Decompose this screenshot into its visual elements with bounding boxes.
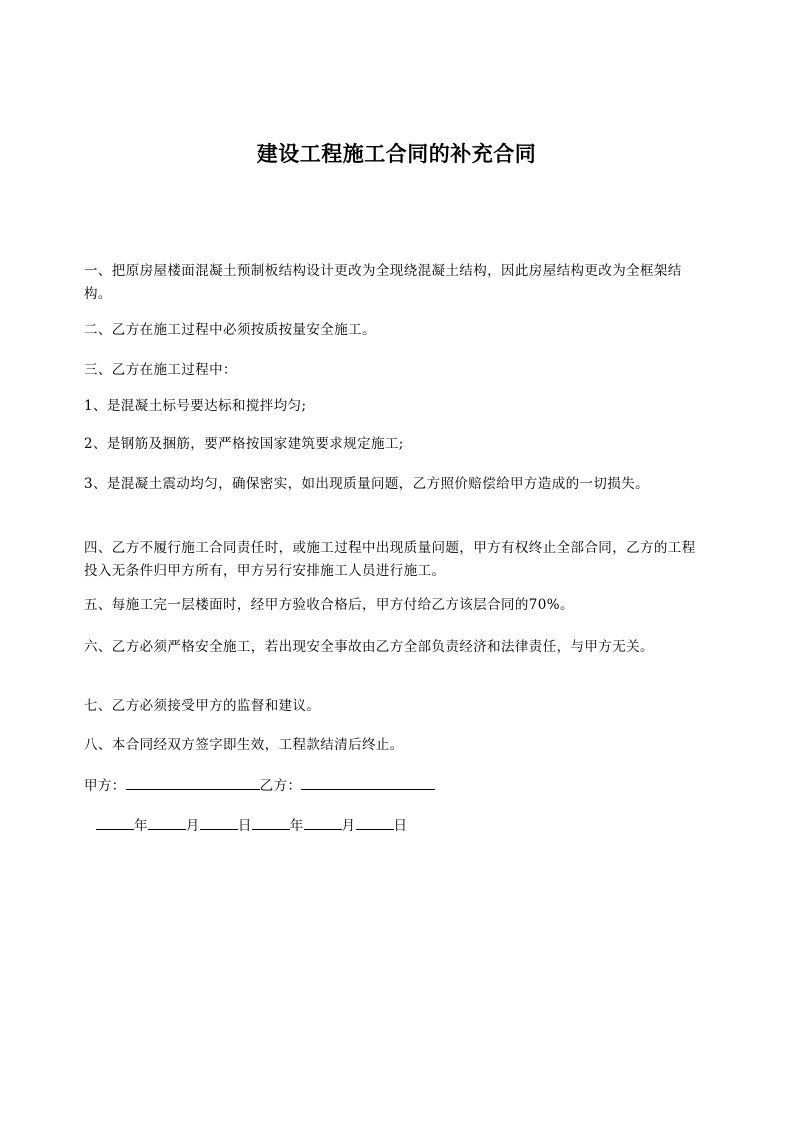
month-blank-1 xyxy=(148,815,186,830)
party-b-label: 乙方： xyxy=(259,778,302,794)
day-label-2: 日 xyxy=(393,818,408,834)
day-blank-2 xyxy=(356,815,394,830)
clause-8: 八、本合同经双方签字即生效，工程款结清后终止。 xyxy=(84,737,404,753)
day-label-1: 日 xyxy=(237,818,252,834)
year-blank-2 xyxy=(252,815,290,830)
date-line xyxy=(84,815,407,838)
party-a-signature-blank xyxy=(126,775,260,790)
year-label-1: 年 xyxy=(134,818,148,834)
party-b-signature-blank xyxy=(301,775,435,790)
year-label-2: 年 xyxy=(289,818,304,834)
clause-7: 七、乙方必须接受甲方的监督和建议。 xyxy=(84,698,321,714)
clause-6: 六、乙方必须严格安全施工，若出现安全事故由乙方全部负责经济和法律责任，与甲方无关。 xyxy=(84,639,654,655)
day-blank-1 xyxy=(200,815,238,830)
month-label-1: 月 xyxy=(185,818,200,834)
clause-3-item-3: 3、是混凝土震动均匀，确保密实，如出现质量问题，乙方照价赔偿给甲方造成的一切损失。 xyxy=(84,476,649,492)
clause-1: 一、把原房屋楼面混凝土预制板结构设计更改为全现绕混凝土结构，因此房屋结构更改为全框架结构。 xyxy=(84,263,682,302)
clause-3: 三、乙方在施工过程中： xyxy=(84,362,237,378)
clause-4: 四、乙方不履行施工合同责任时，或施工过程中出现质量问题，甲方有权终止全部合同，乙方的工程投入无条件归甲方所有，甲方另行安排施工人员进行施工。 xyxy=(84,540,696,579)
party-a-label: 甲方： xyxy=(84,778,126,794)
document-title: 建设工程施工合同的补充合同 xyxy=(256,142,537,166)
clause-2: 二、乙方在施工过程中必须按质按量安全施工。 xyxy=(84,322,376,338)
month-label-2: 月 xyxy=(341,818,356,834)
year-blank-1 xyxy=(96,815,134,830)
signature-line xyxy=(84,775,435,798)
clause-3-item-2: 2、是钢筋及捆筋，要严格按国家建筑要求规定施工; xyxy=(84,436,404,452)
clause-3-item-1: 1、是混凝土标号要达标和搅拌均匀; xyxy=(84,398,307,414)
month-blank-2 xyxy=(304,815,342,830)
clause-5: 五、每施工完一层楼面时，经甲方验收合格后，甲方付给乙方该层合同的70%。 xyxy=(84,597,574,613)
